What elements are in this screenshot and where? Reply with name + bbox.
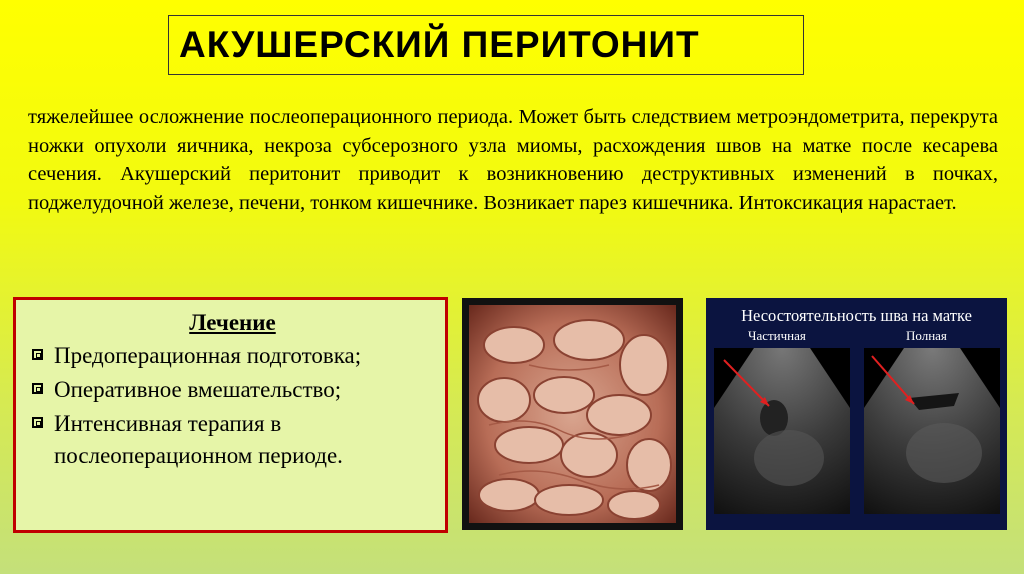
peritonitis-photo [462,298,683,530]
list-item [30,374,435,406]
ultrasound-label-full: Полная [906,328,947,343]
treatment-heading: Лечение [189,310,276,335]
list-item [30,340,435,372]
list-item-text: Оперативное вмешательство; [54,377,342,402]
description-paragraph: тяжелейшее осложнение послеоперационного периода. Может быть следствием метроэндометрита, перекрута ножки опухоли яичника, некроза субсерозного узла миомы, расхождения швов на матке после кесарева сечения. Акушерский перитонит приводит к возникновению деструктивных изменений в почках, поджелудочной железе, печени, тонком кишечнике. Возникает парез кишечника. Интоксикация нарастает. [28,106,998,214]
ultrasound-image-full [864,348,1000,514]
title-box [168,15,804,75]
ultrasound-title: Несостоятельность шва на матке [741,306,972,325]
list-item-text: Интенсивная терапия в послеоперационном периоде. [54,411,343,468]
checkbox-bullet-icon [32,417,43,428]
ultrasound-image-partial [714,348,850,514]
page-title: АКУШЕРСКИЙ ПЕРИТОНИТ [179,24,700,65]
list-item [30,408,435,472]
checkbox-bullet-icon [32,383,43,394]
intestine-image [469,305,676,523]
ultrasound-label-partial: Частичная [748,328,806,343]
ultrasound-panel [706,298,1007,530]
treatment-list [30,340,435,472]
list-item-text: Предоперационная подготовка; [54,343,362,368]
treatment-box [13,297,448,533]
checkbox-bullet-icon [32,349,43,360]
